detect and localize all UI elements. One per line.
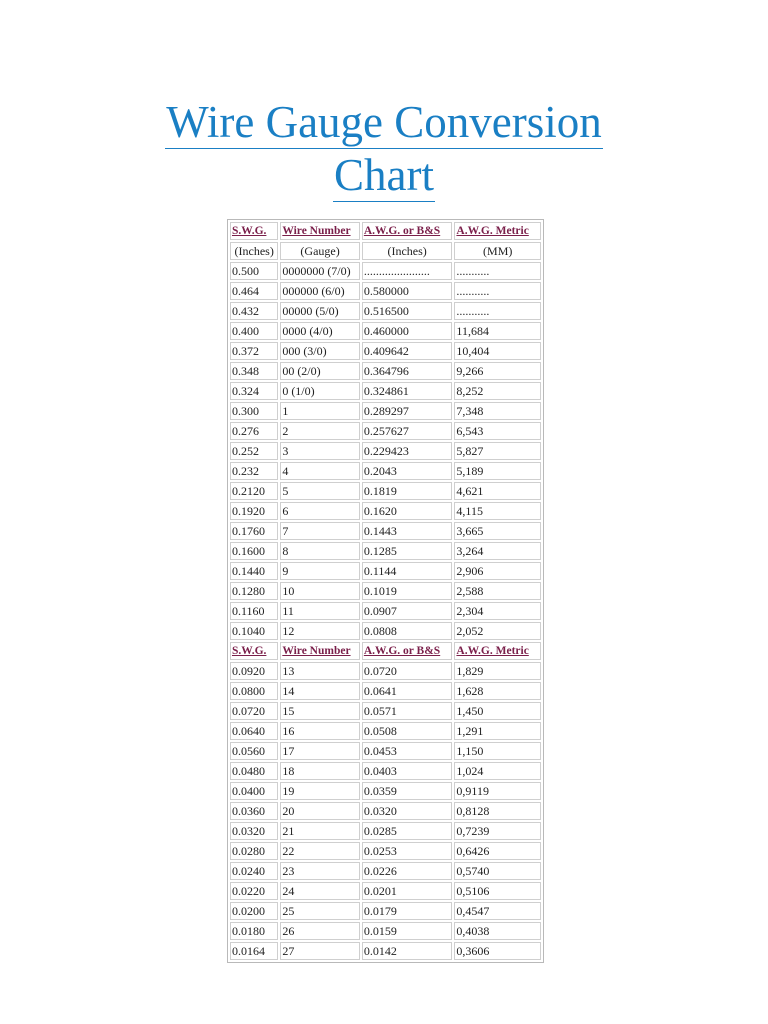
cell-awg-metric: 0,6426 <box>454 842 541 860</box>
cell-awg-metric: (MM) <box>454 242 541 260</box>
cell-awg-inches: 0.0201 <box>362 882 453 900</box>
wire-gauge-table <box>228 220 543 962</box>
cell-wire-number: 15 <box>280 702 360 720</box>
cell-awg-inches: 0.0253 <box>362 842 453 860</box>
page-title-line-2: Chart <box>334 150 434 200</box>
table-row <box>230 382 541 400</box>
cell-awg-metric: 1,628 <box>454 682 541 700</box>
cell-awg-inches: 0.364796 <box>362 362 453 380</box>
page-title <box>165 96 603 202</box>
cell-awg-inches: ...................... <box>362 262 453 280</box>
cell-awg-inches: 0.0320 <box>362 802 453 820</box>
cell-awg-inches: 0.460000 <box>362 322 453 340</box>
cell-awg-metric: 0,9119 <box>454 782 541 800</box>
page-title-line-1: Wire Gauge Conversion <box>166 97 602 147</box>
cell-awg-inches: 0.324861 <box>362 382 453 400</box>
cell-wire-number: Wire Number <box>280 642 360 660</box>
cell-swg: 0.324 <box>230 382 278 400</box>
cell-wire-number: 000000 (6/0) <box>280 282 360 300</box>
cell-wire-number: 10 <box>280 582 360 600</box>
cell-swg: (Inches) <box>230 242 278 260</box>
cell-wire-number: 23 <box>280 862 360 880</box>
cell-awg-inches: 0.0571 <box>362 702 453 720</box>
table-row <box>230 902 541 920</box>
cell-swg: 0.0200 <box>230 902 278 920</box>
table-row <box>230 562 541 580</box>
wire-gauge-table-body <box>230 222 541 960</box>
cell-wire-number: 9 <box>280 562 360 580</box>
cell-awg-inches: 0.1443 <box>362 522 453 540</box>
cell-swg: 0.0400 <box>230 782 278 800</box>
table-row <box>230 722 541 740</box>
table-row <box>230 442 541 460</box>
cell-swg: 0.1280 <box>230 582 278 600</box>
table-row <box>230 602 541 620</box>
cell-awg-inches: 0.0226 <box>362 862 453 880</box>
table-row <box>230 922 541 940</box>
table-row <box>230 702 541 720</box>
cell-swg: 0.276 <box>230 422 278 440</box>
cell-swg: 0.0800 <box>230 682 278 700</box>
table-row <box>230 482 541 500</box>
cell-awg-metric: 1,291 <box>454 722 541 740</box>
cell-awg-inches: 0.0142 <box>362 942 453 960</box>
cell-swg: S.W.G. <box>230 642 278 660</box>
cell-awg-inches: (Inches) <box>362 242 453 260</box>
cell-wire-number: 0000 (4/0) <box>280 322 360 340</box>
cell-swg: 0.232 <box>230 462 278 480</box>
cell-swg: 0.0164 <box>230 942 278 960</box>
cell-swg: 0.1440 <box>230 562 278 580</box>
cell-awg-metric: 0,7239 <box>454 822 541 840</box>
cell-awg-metric: ........... <box>454 282 541 300</box>
cell-awg-metric: 2,906 <box>454 562 541 580</box>
cell-wire-number: 14 <box>280 682 360 700</box>
cell-awg-inches: 0.1819 <box>362 482 453 500</box>
cell-wire-number: 20 <box>280 802 360 820</box>
cell-awg-metric: 6,543 <box>454 422 541 440</box>
cell-swg: 0.300 <box>230 402 278 420</box>
cell-wire-number: 00 (2/0) <box>280 362 360 380</box>
cell-swg: S.W.G. <box>230 222 278 240</box>
cell-swg: 0.0640 <box>230 722 278 740</box>
table-row <box>230 282 541 300</box>
cell-swg: 0.0920 <box>230 662 278 680</box>
cell-wire-number: 22 <box>280 842 360 860</box>
table-row <box>230 462 541 480</box>
cell-awg-metric: 4,621 <box>454 482 541 500</box>
cell-swg: 0.1040 <box>230 622 278 640</box>
cell-awg-inches: 0.0907 <box>362 602 453 620</box>
cell-awg-inches: 0.1620 <box>362 502 453 520</box>
cell-swg: 0.0480 <box>230 762 278 780</box>
cell-awg-inches: 0.1019 <box>362 582 453 600</box>
cell-swg: 0.1600 <box>230 542 278 560</box>
cell-awg-inches: 0.0720 <box>362 662 453 680</box>
table-header-row-repeat <box>230 642 541 660</box>
cell-wire-number: 2 <box>280 422 360 440</box>
cell-awg-metric: 0,4038 <box>454 922 541 940</box>
table-row <box>230 842 541 860</box>
table-row <box>230 422 541 440</box>
cell-swg: 0.464 <box>230 282 278 300</box>
cell-awg-metric: 7,348 <box>454 402 541 420</box>
cell-awg-inches: 0.0641 <box>362 682 453 700</box>
cell-wire-number: 16 <box>280 722 360 740</box>
cell-wire-number: 000 (3/0) <box>280 342 360 360</box>
cell-wire-number: 8 <box>280 542 360 560</box>
cell-awg-inches: 0.0285 <box>362 822 453 840</box>
cell-wire-number: 25 <box>280 902 360 920</box>
cell-swg: 0.0320 <box>230 822 278 840</box>
cell-wire-number: 27 <box>280 942 360 960</box>
cell-swg: 0.1160 <box>230 602 278 620</box>
table-row <box>230 302 541 320</box>
cell-wire-number: 00000 (5/0) <box>280 302 360 320</box>
cell-awg-metric: ........... <box>454 262 541 280</box>
cell-awg-metric: A.W.G. Metric <box>454 222 541 240</box>
table-row <box>230 802 541 820</box>
cell-wire-number: 17 <box>280 742 360 760</box>
table-row <box>230 362 541 380</box>
cell-swg: 0.400 <box>230 322 278 340</box>
cell-awg-metric: 0,5740 <box>454 862 541 880</box>
cell-wire-number: 12 <box>280 622 360 640</box>
cell-awg-metric: 4,115 <box>454 502 541 520</box>
cell-awg-metric: 0,3606 <box>454 942 541 960</box>
cell-awg-metric: 3,264 <box>454 542 541 560</box>
title-block <box>0 96 768 202</box>
cell-awg-metric: 2,304 <box>454 602 541 620</box>
cell-swg: 0.500 <box>230 262 278 280</box>
cell-awg-inches: 0.0453 <box>362 742 453 760</box>
cell-wire-number: 6 <box>280 502 360 520</box>
cell-swg: 0.1760 <box>230 522 278 540</box>
cell-awg-metric: 5,189 <box>454 462 541 480</box>
cell-awg-inches: 0.0159 <box>362 922 453 940</box>
cell-awg-metric: 1,024 <box>454 762 541 780</box>
table-row <box>230 522 541 540</box>
table-row <box>230 502 541 520</box>
cell-awg-metric: 2,588 <box>454 582 541 600</box>
table-row <box>230 822 541 840</box>
cell-swg: 0.0220 <box>230 882 278 900</box>
cell-wire-number: Wire Number <box>280 222 360 240</box>
cell-wire-number: 18 <box>280 762 360 780</box>
cell-wire-number: 3 <box>280 442 360 460</box>
table-row <box>230 402 541 420</box>
table-row <box>230 542 541 560</box>
table-row <box>230 322 541 340</box>
table-row <box>230 662 541 680</box>
cell-awg-inches: 0.0808 <box>362 622 453 640</box>
cell-swg: 0.0360 <box>230 802 278 820</box>
table-row <box>230 682 541 700</box>
cell-awg-metric: 1,829 <box>454 662 541 680</box>
cell-awg-inches: A.W.G. or B&S <box>362 222 453 240</box>
cell-swg: 0.0240 <box>230 862 278 880</box>
cell-swg: 0.0720 <box>230 702 278 720</box>
table-row <box>230 882 541 900</box>
cell-awg-inches: 0.289297 <box>362 402 453 420</box>
cell-wire-number: 5 <box>280 482 360 500</box>
cell-wire-number: 26 <box>280 922 360 940</box>
cell-awg-inches: 0.2043 <box>362 462 453 480</box>
cell-swg: 0.0180 <box>230 922 278 940</box>
cell-awg-metric: 11,684 <box>454 322 541 340</box>
cell-wire-number: (Gauge) <box>280 242 360 260</box>
cell-awg-metric: 0,5106 <box>454 882 541 900</box>
cell-awg-inches: 0.1144 <box>362 562 453 580</box>
cell-wire-number: 0000000 (7/0) <box>280 262 360 280</box>
cell-swg: 0.372 <box>230 342 278 360</box>
table-row <box>230 582 541 600</box>
table-units-row <box>230 242 541 260</box>
cell-awg-inches: 0.0179 <box>362 902 453 920</box>
cell-swg: 0.348 <box>230 362 278 380</box>
table-row <box>230 942 541 960</box>
table-row <box>230 342 541 360</box>
cell-swg: 0.1920 <box>230 502 278 520</box>
cell-awg-inches: 0.229423 <box>362 442 453 460</box>
cell-wire-number: 19 <box>280 782 360 800</box>
cell-swg: 0.0560 <box>230 742 278 760</box>
cell-wire-number: 7 <box>280 522 360 540</box>
cell-awg-metric: A.W.G. Metric <box>454 642 541 660</box>
cell-awg-metric: 0,4547 <box>454 902 541 920</box>
wire-gauge-table-frame <box>227 219 544 963</box>
cell-awg-inches: 0.0403 <box>362 762 453 780</box>
cell-awg-inches: 0.0508 <box>362 722 453 740</box>
cell-awg-inches: 0.516500 <box>362 302 453 320</box>
cell-awg-metric: 1,450 <box>454 702 541 720</box>
cell-swg: 0.252 <box>230 442 278 460</box>
cell-awg-metric: 0,8128 <box>454 802 541 820</box>
cell-awg-metric: 1,150 <box>454 742 541 760</box>
table-row <box>230 742 541 760</box>
cell-wire-number: 13 <box>280 662 360 680</box>
cell-awg-metric: 3,665 <box>454 522 541 540</box>
table-row <box>230 622 541 640</box>
table-row <box>230 762 541 780</box>
cell-wire-number: 21 <box>280 822 360 840</box>
table-row <box>230 862 541 880</box>
cell-wire-number: 24 <box>280 882 360 900</box>
cell-awg-inches: A.W.G. or B&S <box>362 642 453 660</box>
cell-awg-metric: 9,266 <box>454 362 541 380</box>
cell-swg: 0.2120 <box>230 482 278 500</box>
cell-awg-inches: 0.0359 <box>362 782 453 800</box>
cell-swg: 0.0280 <box>230 842 278 860</box>
cell-wire-number: 0 (1/0) <box>280 382 360 400</box>
cell-swg: 0.432 <box>230 302 278 320</box>
cell-wire-number: 4 <box>280 462 360 480</box>
table-row <box>230 782 541 800</box>
cell-awg-inches: 0.409642 <box>362 342 453 360</box>
cell-awg-inches: 0.257627 <box>362 422 453 440</box>
cell-wire-number: 1 <box>280 402 360 420</box>
cell-awg-metric: 10,404 <box>454 342 541 360</box>
cell-awg-metric: 5,827 <box>454 442 541 460</box>
cell-awg-metric: 8,252 <box>454 382 541 400</box>
cell-awg-metric: ........... <box>454 302 541 320</box>
table-header-row <box>230 222 541 240</box>
cell-awg-inches: 0.1285 <box>362 542 453 560</box>
cell-awg-inches: 0.580000 <box>362 282 453 300</box>
table-row <box>230 262 541 280</box>
cell-awg-metric: 2,052 <box>454 622 541 640</box>
cell-wire-number: 11 <box>280 602 360 620</box>
